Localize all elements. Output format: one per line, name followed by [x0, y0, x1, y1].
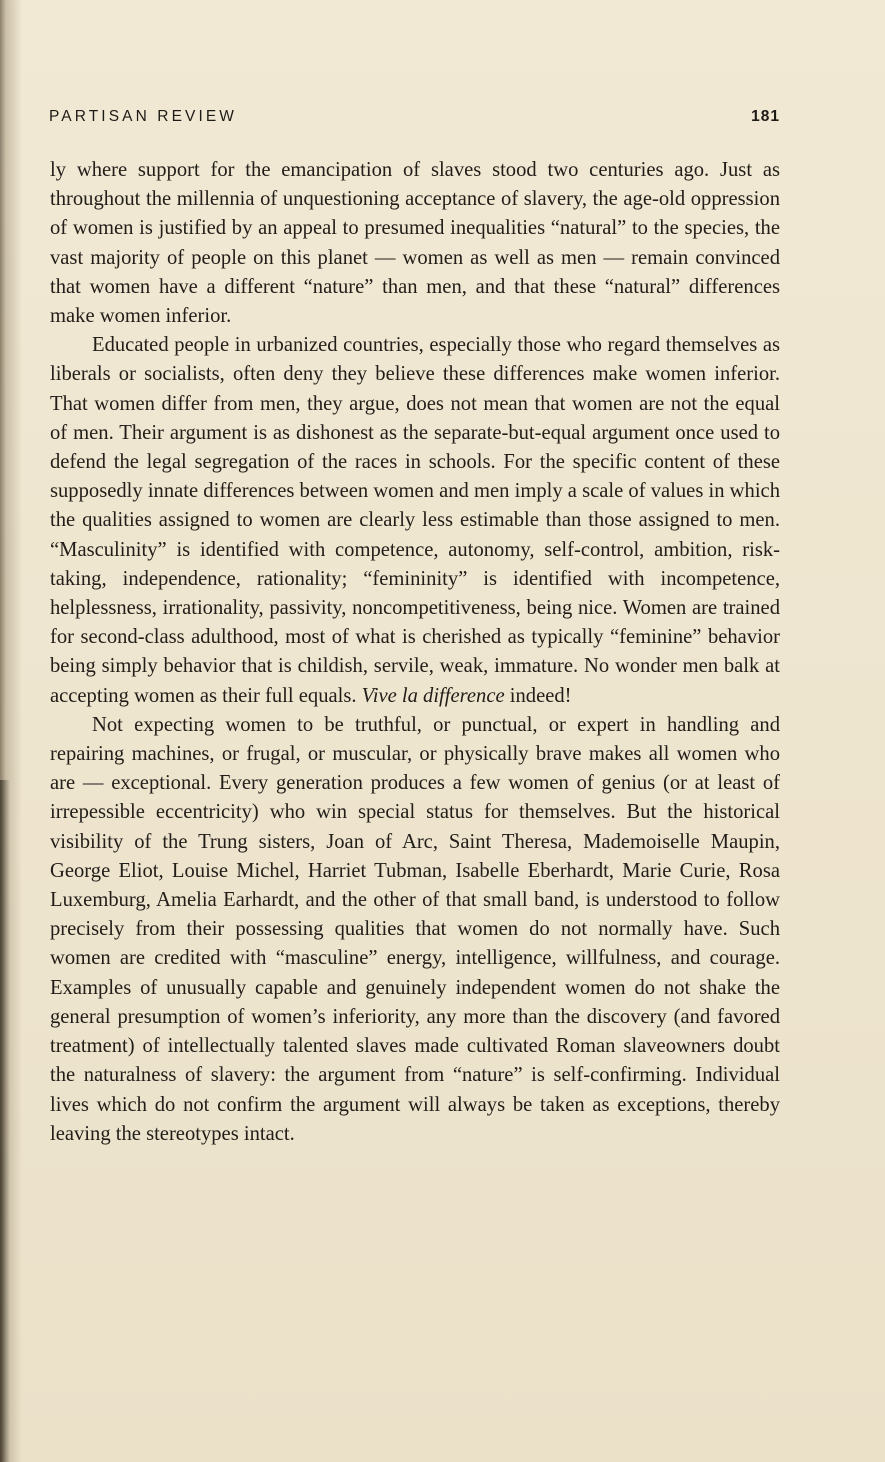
binding-shadow	[0, 780, 10, 1462]
paragraph-3	[50, 711, 780, 1149]
paragraph-1-text: ly where support for the emancipation of slaves stood two centuries ago. Just as throughout the millennia of unquestioning acceptance of slavery, the age-old oppression of women is justified by an appeal to presumed inequalities “natural” to the species, the vast majority of people on this planet — women as well as men — remain convinced that women have a different “nature” than men, and that these “natural” differences make women inferior.	[50, 159, 780, 328]
paragraph-2-text: Educated people in urbanized countries, especially those who regard themselves as liberals or socialists, often deny they believe these differences make women inferior. That women differ from men, they argue, does not mean that women are not the equal of men. Their argument is as dishonest as the separate-but-equal argument once used to defend the legal segregation of the races in schools. For the specific content of these supposedly innate differences between women and men imply a scale of values in which the qualities assigned to women are clearly less estimable than those assigned to men. “Masculinity” is identified with competence, autonomy, self-control, ambition, risk-taking, independence, rationality; “femininity” is identified with incompetence, helplessness, irrationality, passivity, noncompetitiveness, being nice. Women are trained for second-class adulthood, most of what is cherished as typically “feminine” behavior being simply behavior that is childish, servile, weak, immature. No wonder men balk at accepting women as their full equals.	[50, 334, 780, 707]
italic-phrase: Vive la difference	[361, 684, 505, 707]
body-text	[50, 156, 780, 1149]
running-head: PARTISAN REVIEW	[49, 108, 238, 125]
paragraph-2	[50, 331, 780, 711]
paragraph-1	[50, 156, 780, 331]
page-header	[49, 108, 780, 130]
paragraph-2-tail: indeed!	[504, 684, 572, 707]
page-number: 181	[751, 108, 780, 125]
paragraph-3-text: Not expecting women to be truthful, or punctual, or expert in handling and repairing machines, or frugal, or muscular, or physically brave makes all women who are — exceptional. Every generation produces a few women of genius (or at least of irrepessible eccentricity) who win special status for themselves. But the historical visibility of the Trung sisters, Joan of Arc, Saint Theresa, Mademoiselle Maupin, George Eliot, Louise Michel, Harriet Tubman, Isabelle Eberhardt, Marie Curie, Rosa Luxemburg, Amelia Earhardt, and the other of that small band, is understood to follow precisely from their possessing qualities that women do not normally have. Such women are credited with “masculine” energy, intelligence, willfulness, and courage. Examples of unusually capable and genuinely independent women do not shake the general presumption of women’s inferiority, any more than the discovery (and favored treatment) of intellectually talented slaves made cultivated Roman slaveowners doubt the naturalness of slavery: the argument from “nature” is self-confirming. Individual lives which do not confirm the argument will always be taken as exceptions, thereby leaving the stereotypes intact.	[50, 713, 780, 1145]
